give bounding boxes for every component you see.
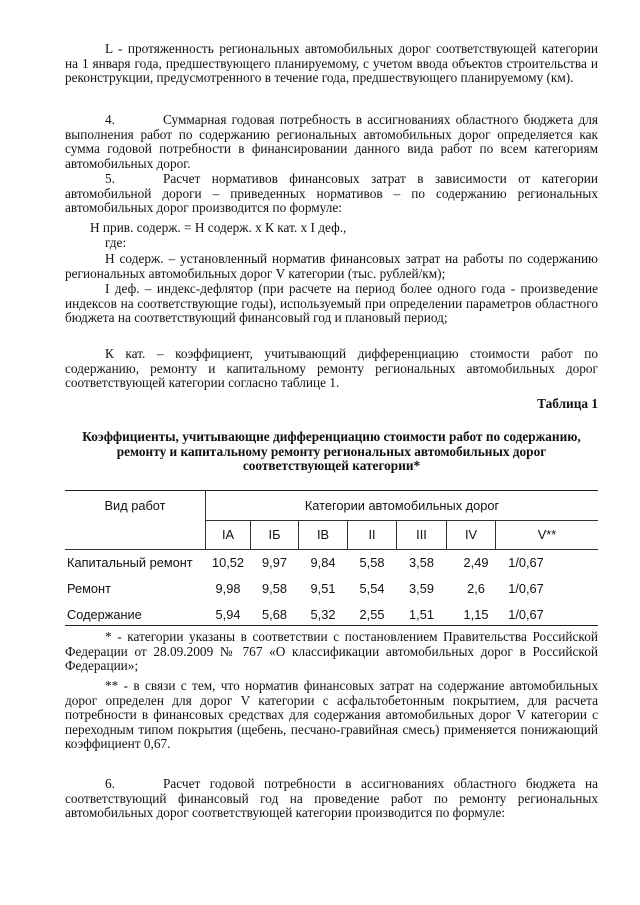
category-iv-b: IB [316,527,330,542]
row-name: Капитальный ремонт [67,555,193,570]
category-iii: III [416,527,427,542]
table-cell: 2,6 [467,581,485,596]
table-cell: 3,58 [409,555,434,570]
paragraph-text: Расчет нормативов финансовых затрат в зависимости от категории автомобильной дороги – приведенных нормативов – по содержанию региональных автомобильных дорог производится по формуле: [65,171,598,216]
paragraph-5 [65,172,598,216]
table-cell: 9,58 [262,581,287,596]
paragraph-text: Расчет годовой потребности в ассигнованиях областного бюджета на соответствующий финансовый год на проведение работ по ремонту региональных автомобильных дорог соответствующей категории производится по формуле: [65,776,598,821]
footnote-1: * - категории указаны в соответствии с постановлением Правительства Российской Федерации от 28.09.2009 № 767 «О классификации автомобильных дорог в Российской Федерации»; [65,629,598,674]
table-cell: 5,54 [359,581,385,596]
row-name: Ремонт [67,581,111,596]
category-ii: II [368,527,376,542]
table-bottom-rule [65,625,598,626]
formula-line: Н прив. содерж. = Н содерж. х К кат. х I деф., [90,220,347,235]
category-v: V** [537,527,557,542]
table-hline [206,520,598,521]
where-label: где: [105,235,127,250]
table-cell: 1/0,67 [508,555,544,570]
table-cell: 5,32 [310,607,336,622]
paragraph-number: 5. [105,171,115,186]
table-cell: 5,94 [215,607,241,622]
definition-h-norm: Н содерж. – установленный норматив финансовых затрат на работы по содержанию региональных автомобильных дорог V категории (тыс. рублей/км); [65,251,598,281]
paragraph-4 [65,113,598,171]
table-cell: 3,59 [409,581,434,596]
table-cell: 1/0,67 [508,607,544,622]
table-cell: 5,58 [359,555,385,570]
table-cell: 2,55 [359,607,385,622]
paragraph-number: 4. [105,112,115,127]
paragraph-number: 6. [105,776,115,791]
definition-k-coef: К кат. – коэффициент, учитывающий дифференциацию стоимости работ по содержанию, ремонту и капитальному ремонту региональных автомобильных дорог соответствующей категории согласно таблице 1. [65,346,598,391]
paragraph-6 [65,777,598,821]
table-label: Таблица 1 [537,396,598,411]
footnote-2: ** - в связи с тем, что норматив финансовых затрат на содержание автомобильных дорог определен для дорог V категории с асфальтобетонным покрытием, для расчета потребности в финансовых средствах для содержания автомобильных дорог V категории с переходным типом покрытия (щебень, песчано-гравийная смесь) применяется понижающий коэффициент 0,67. [65,678,598,752]
table-hline [65,549,598,550]
table-cell: 9,98 [215,581,241,596]
paragraph-text: Суммарная годовая потребность в ассигнованиях областного бюджета для выполнения работ по содержанию региональных автомобильных дорог определяется как сумма годовой потребности в финансировании данного вида работ по всем категориям автомобильных дорог. [65,112,598,171]
definition-i-deflator: I деф. – индекс-дефлятор (при расчете на период более одного года - произведение индексов на соответствующие годы), используемый при определении параметров областного бюджета на соответствующий финансовый год и плановый период; [65,281,598,326]
table-cell: 2,49 [463,555,489,570]
table-title: Коэффициенты, учитывающие дифференциацию стоимости работ по содержанию, ремонту и капитальному ремонту региональных автомобильных дорог соответствующей категории* [82,429,581,474]
category-ia: IA [221,527,235,542]
table-cell: 9,97 [262,555,287,570]
paragraph-l-definition: L - протяженность региональных автомобильных дорог соответствующей категории на 1 января года, предшествующего планируемому, с учетом ввода объектов строительства и реконструкции, предусмотренного в течение года, предшествующего планируемому (км). [65,41,598,86]
row-name: Содержание [67,607,142,622]
category-iv: IV [464,527,478,542]
table-cell: 1/0,67 [508,581,544,596]
table-cell: 9,84 [310,555,336,570]
category-ib: IБ [268,527,281,542]
table-cell: 1,51 [409,607,434,622]
table-cell: 9,51 [310,581,336,596]
header-categories: Категории автомобильных дорог [304,498,500,513]
table-cell: 1,15 [463,607,489,622]
table-cell: 5,68 [262,607,287,622]
table-cell: 10,52 [211,555,245,570]
header-work-type: Вид работ [104,498,166,513]
table-top-rule [65,490,598,491]
